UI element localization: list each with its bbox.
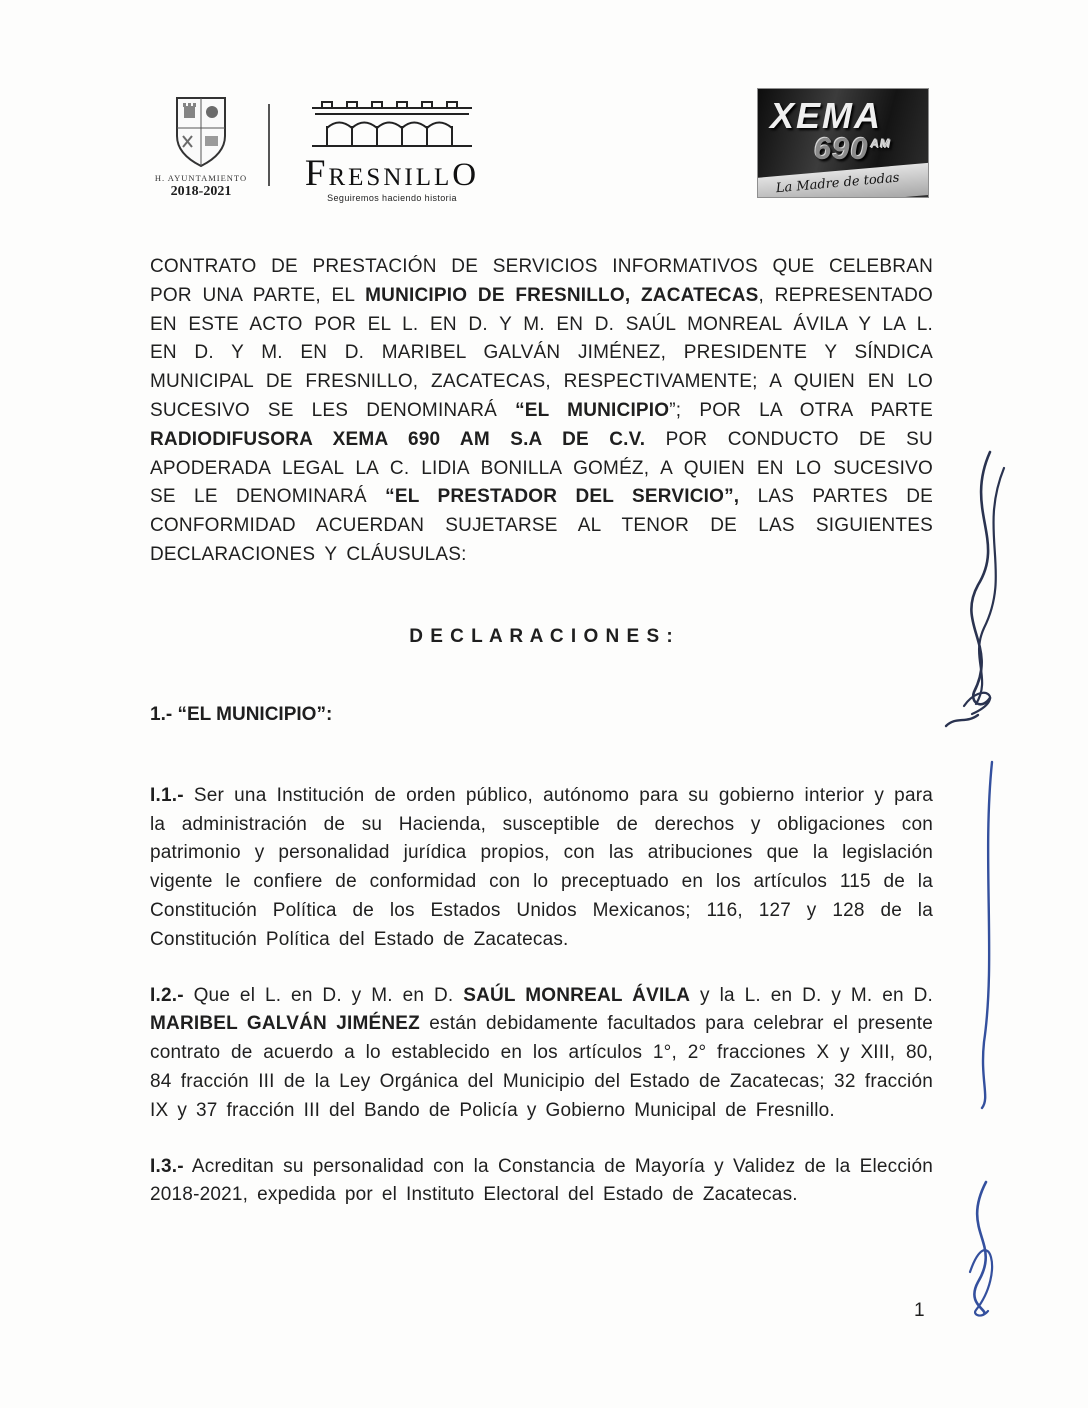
xema-logo xyxy=(757,88,929,198)
ayuntamiento-title: H. AYUNTAMIENTO xyxy=(154,173,248,183)
xema-band-label: AM xyxy=(870,136,892,151)
text-run: Acreditan su personalidad con la Constancia de Mayoría y Validez de la Elección 2018-2021, expedida por el Instituto Electoral del Estado de Zacatecas. xyxy=(150,1155,933,1206)
text-run: CONTRATO DE PRESTACIÓN DE SERVICIOS INFORMATIVOS QUE CELEBRAN POR UNA PARTE, EL xyxy=(150,256,933,306)
text-run: I.3.- xyxy=(150,1155,184,1177)
text-run: I.2.- xyxy=(150,984,184,1006)
clause-i1-paragraph xyxy=(150,782,933,955)
text-run: Ser una Institución de orden público, autónomo para su gobierno interior y para la administración de su Hacienda, susceptible de derechos y obligaciones con patrimonio y personalidad jurídica propios, con las atribuciones que la legislación vigente le confiere de conformidad con lo preceptuado en los artículos 115 de la Constitución Política de los Estados Unidos Mexicanos; 116, 127 y 128 de la Constitución Política del Estado de Zacatecas. xyxy=(150,784,933,950)
text-run: POR CONDUCTO DE SU APODERADA LEGAL LA C. LIDIA BONILLA GOMÉZ, A QUIEN EN LO SUCESIVO SE LE DENOMINARÁ xyxy=(150,428,933,508)
header-divider xyxy=(268,104,270,186)
aqueduct-icon xyxy=(306,96,478,148)
fresnillo-final: O xyxy=(452,157,480,193)
text-run: están debidamente facultados para celebrar el presente contrato de acuerdo a lo establecido en los artículos 1°, 2° fracciones X y XIII, 80, 84 fracción III de la Ley Orgánica del Municipio del Estado de Zacatecas; 32 fracción IX y 37 fracción III del Bando de Policía y Gobierno Municipal de Fresnillo. xyxy=(150,1013,933,1121)
text-run: “EL PRESTADOR DEL SERVICIO”, xyxy=(385,486,740,508)
text-run: “EL MUNICIPIO xyxy=(515,399,670,421)
xema-frequency xyxy=(814,131,891,167)
text-run: SAÚL MONREAL ÁVILA xyxy=(463,984,691,1006)
xema-tagline: La Madre de todas xyxy=(775,170,901,197)
ayuntamiento-crest-logo xyxy=(148,92,254,200)
clause-i3-paragraph xyxy=(150,1153,933,1211)
text-run: I.1.- xyxy=(150,784,184,806)
fresnillo-tagline: Seguiremos haciendo historia xyxy=(327,193,457,203)
xema-wordmark: XEMA xyxy=(770,95,883,136)
xema-frequency-number: 690 xyxy=(814,131,869,166)
declaraciones-heading: D E C L A R A C I O N E S : xyxy=(409,625,674,647)
fresnillo-wordmark xyxy=(292,155,492,192)
text-run: RADIODIFUSORA XEMA 690 AM S.A DE C.V. xyxy=(150,428,646,450)
text-run: ”; POR LA OTRA PARTE xyxy=(669,399,933,421)
text-run: y la L. en D. y M. en D. xyxy=(690,984,933,1006)
fresnillo-initial: F xyxy=(304,153,329,194)
signature-strokes xyxy=(930,440,1080,1340)
section-1-heading: 1.- “EL MUNICIPIO”: xyxy=(150,703,333,725)
text-run: MARIBEL GALVÁN JIMÉNEZ xyxy=(150,1013,420,1035)
text-run: MUNICIPIO DE FRESNILLO, ZACATECAS xyxy=(365,284,759,306)
fresnillo-logo xyxy=(292,96,492,203)
contract-text-column xyxy=(150,253,933,1210)
ayuntamiento-term: 2018-2021 xyxy=(170,184,232,199)
clause-i2-paragraph xyxy=(150,982,933,1126)
text-run: Que el L. en D. y M. en D. xyxy=(183,984,464,1006)
coat-of-arms-icon xyxy=(170,92,232,170)
text-run: LAS PARTES DE CONFORMIDAD ACUERDAN SUJETARSE AL TENOR DE LAS SIGUIENTES DECLARACIONES Y CLÁUSULAS: xyxy=(150,486,933,565)
page-number: 1 xyxy=(914,1300,925,1321)
text-run: , REPRESENTADO EN ESTE ACTO POR EL L. EN D. Y M. EN D. SAÚL MONREAL ÁVILA Y LA L. EN D. Y M. EN D. MARIBEL GALVÁN JIMÉNEZ, PRESIDENTE Y SÍNDICA MUNICIPAL DE FRESNILLO, ZACATECAS, RESPECTIVAMENTE; A QUIEN EN LO SUCESIVO SE LES DENOMINARÁ xyxy=(150,284,933,421)
xema-tagline-band xyxy=(757,162,929,198)
contract-intro-paragraph xyxy=(150,253,933,570)
fresnillo-mid: RESNILL xyxy=(328,164,453,191)
